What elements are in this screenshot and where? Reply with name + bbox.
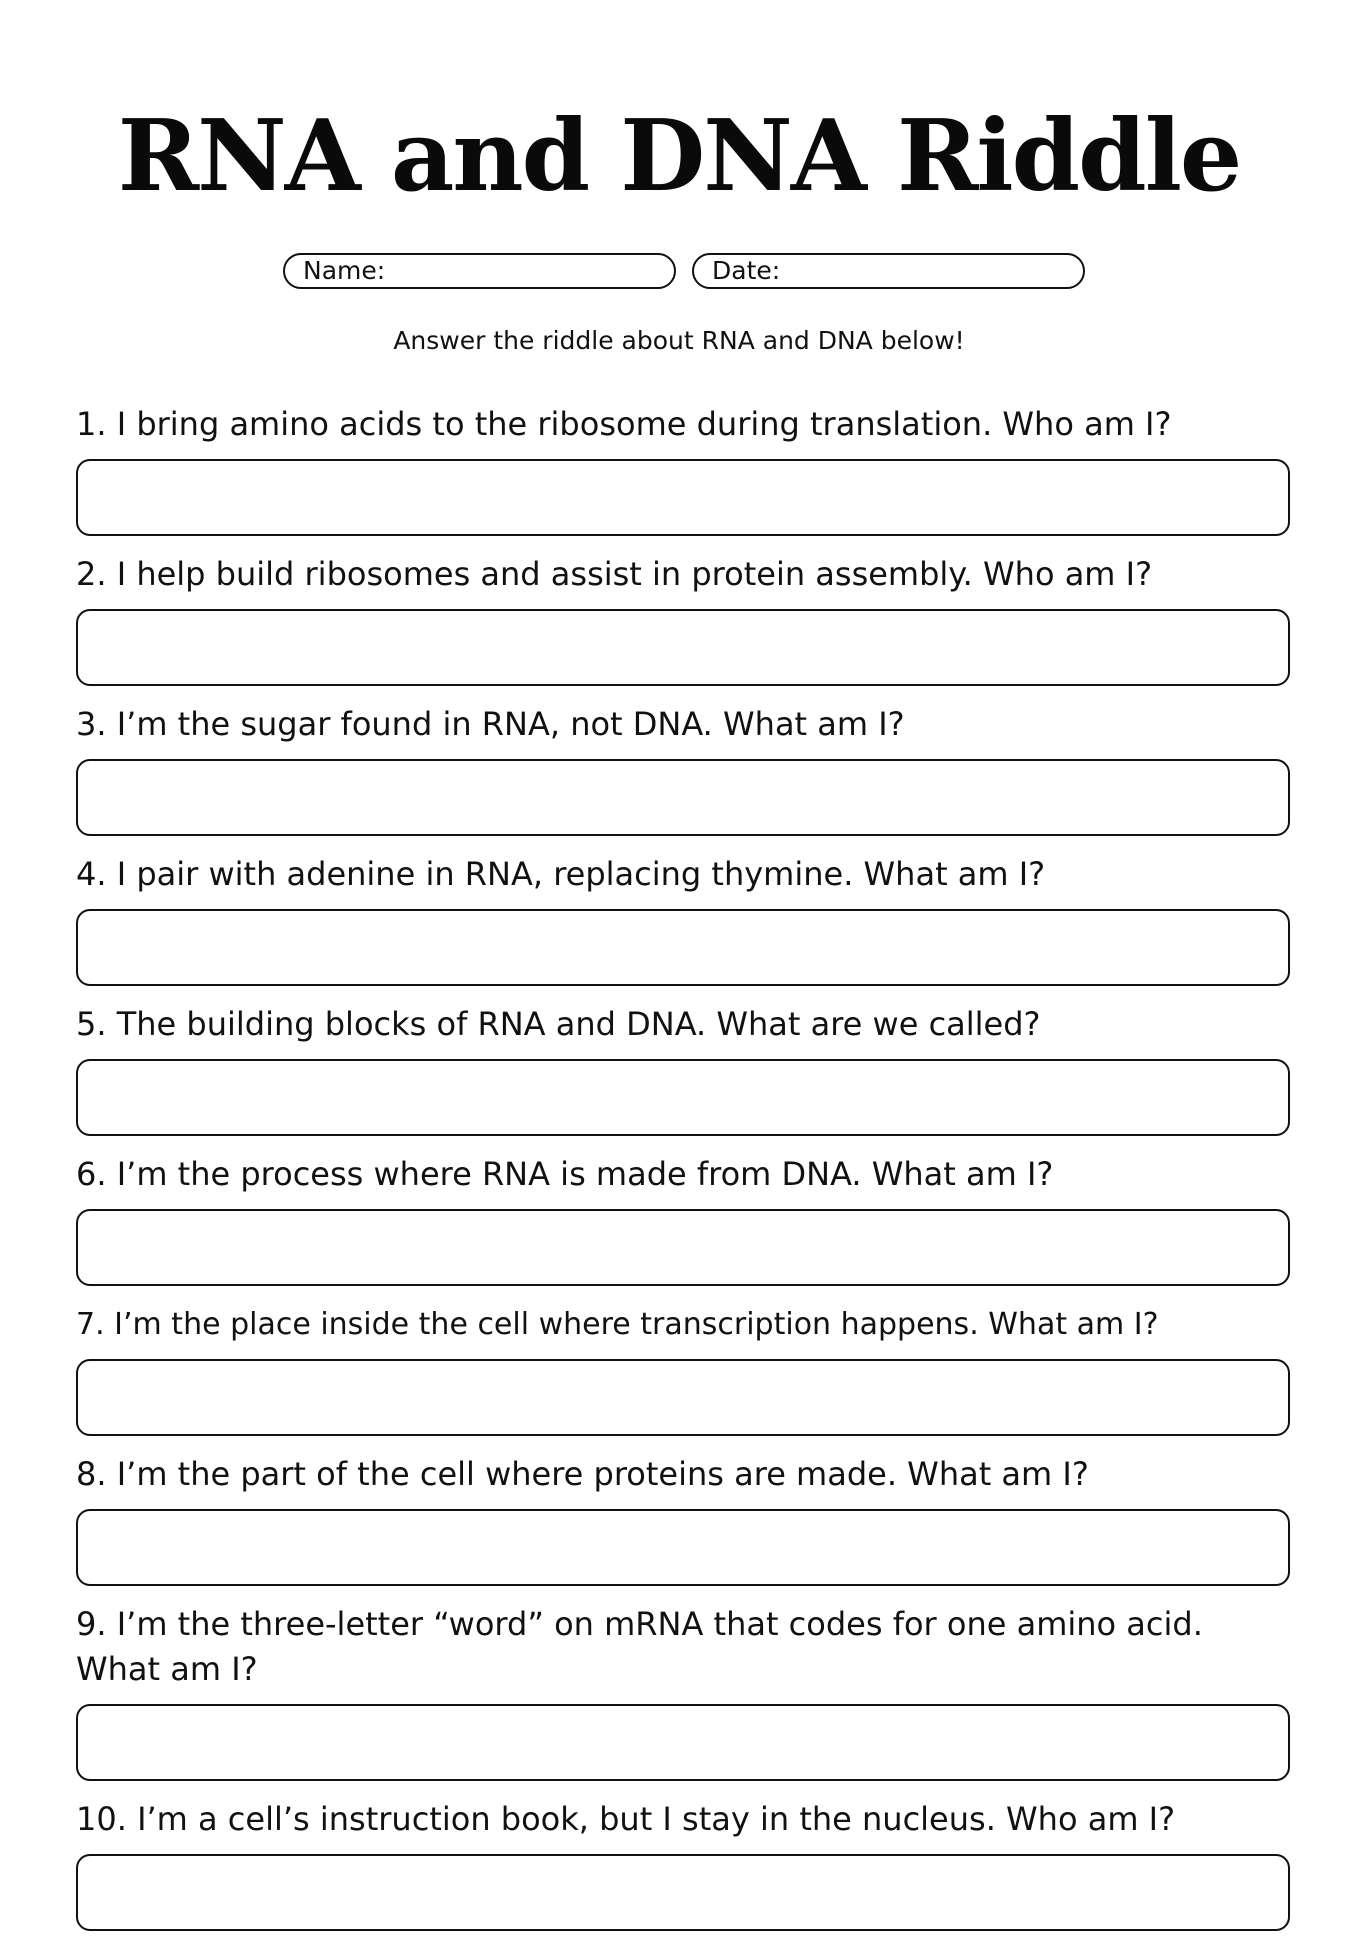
name-field[interactable] (283, 253, 676, 289)
instructions: Answer the riddle about RNA and DNA below! (393, 326, 965, 355)
answer-box[interactable] (76, 1704, 1290, 1781)
question-text: 4. I pair with adenine in RNA, replacing thymine. What am I? (76, 855, 1046, 893)
question-6 (76, 1152, 1296, 1286)
answer-box[interactable] (76, 459, 1290, 536)
question-list (76, 402, 1296, 1947)
question-text: 6. I’m the process where RNA is made from DNA. What am I? (76, 1155, 1054, 1193)
question-2 (76, 552, 1296, 686)
answer-box[interactable] (76, 1854, 1290, 1931)
question-text: 3. I’m the sugar found in RNA, not DNA. What am I? (76, 705, 905, 743)
answer-box[interactable] (76, 609, 1290, 686)
answer-box[interactable] (76, 1509, 1290, 1586)
question-text: 2. I help build ribosomes and assist in protein assembly. Who am I? (76, 555, 1153, 593)
worksheet-title: RNA and DNA Riddle (117, 99, 1241, 214)
question-9 (76, 1602, 1296, 1781)
answer-box[interactable] (76, 1059, 1290, 1136)
question-7 (76, 1302, 1296, 1436)
date-field-label: Date: (712, 256, 781, 285)
answer-box[interactable] (76, 759, 1290, 836)
question-text: 9. I’m the three-letter “word” on mRNA that codes for one amino acid. What am I? (76, 1605, 1203, 1688)
question-10 (76, 1797, 1296, 1931)
date-field[interactable] (692, 253, 1085, 289)
question-text: 5. The building blocks of RNA and DNA. What are we called? (76, 1005, 1041, 1043)
question-text: 8. I’m the part of the cell where proteins are made. What am I? (76, 1455, 1089, 1493)
question-text: 10. I’m a cell’s instruction book, but I stay in the nucleus. Who am I? (76, 1800, 1176, 1838)
answer-box[interactable] (76, 1209, 1290, 1286)
question-8 (76, 1452, 1296, 1586)
answer-box[interactable] (76, 909, 1290, 986)
question-1 (76, 402, 1296, 536)
question-3 (76, 702, 1296, 836)
answer-box[interactable] (76, 1359, 1290, 1436)
question-text: 7. I’m the place inside the cell where transcription happens. What am I? (76, 1307, 1159, 1342)
question-text: 1. I bring amino acids to the ribosome during translation. Who am I? (76, 405, 1172, 443)
question-5 (76, 1002, 1296, 1136)
question-4 (76, 852, 1296, 986)
name-field-label: Name: (303, 256, 386, 285)
